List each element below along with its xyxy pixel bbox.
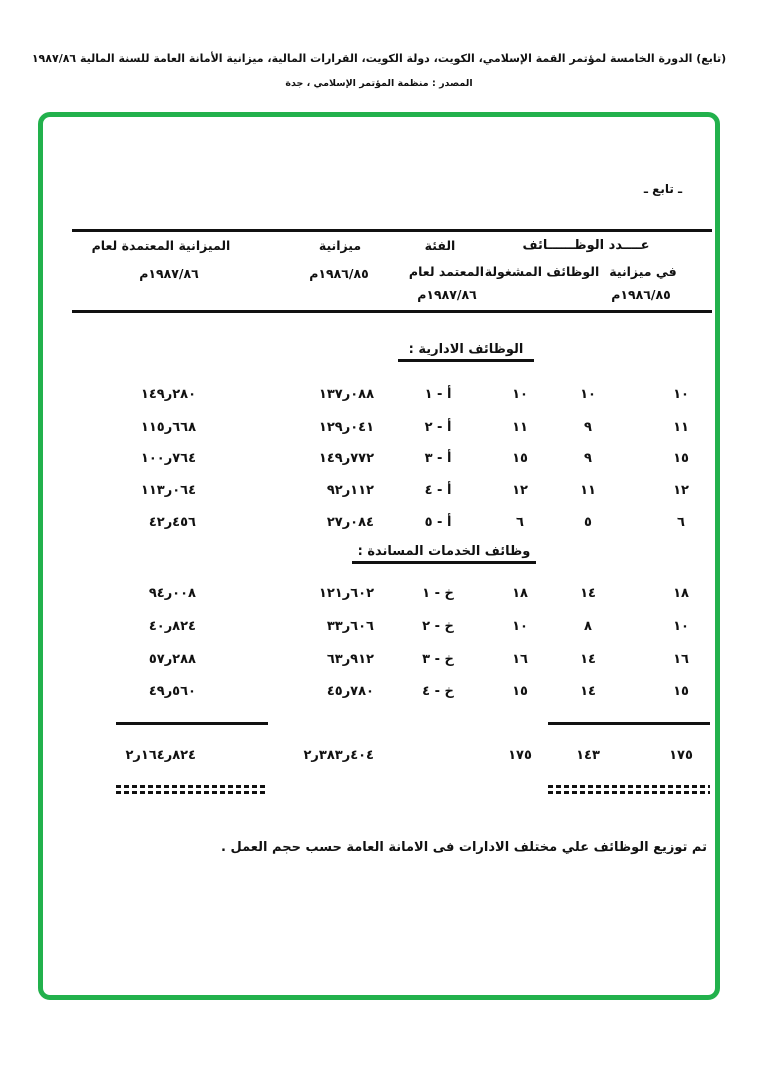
- cell-in-budget-count: ١٨: [673, 586, 689, 601]
- col-header-approved-budget-year: م١٩٨٧/٨٦: [139, 266, 199, 281]
- cell-occupied-count: ١٤: [580, 652, 596, 667]
- cell-approved-count: ٦: [516, 515, 524, 530]
- cell-in-budget-count: ٦: [677, 515, 685, 530]
- total-approved-budget-8687: ٢ر١٦٤ر٨٢٤: [125, 748, 196, 763]
- table-row: [0, 652, 758, 669]
- col-header-in-budget: في ميزانية: [609, 264, 677, 279]
- cell-approved-count: ١٦: [512, 652, 528, 667]
- cell-approved-budget-8687: ١٠٠ر٧٦٤: [140, 451, 196, 466]
- cell-category: أ - ١: [424, 387, 452, 402]
- totals-row: [0, 748, 758, 765]
- cell-in-budget-count: ١١: [673, 420, 689, 435]
- cell-occupied-count: ٩: [584, 420, 592, 435]
- cell-approved-budget-8687: ١١٥ر٦٦٨: [140, 420, 196, 435]
- cell-approved-budget-8687: ٤٢ر٤٥٦: [148, 515, 196, 530]
- cell-in-budget-count: ١٠: [673, 387, 689, 402]
- cell-occupied-count: ١١: [580, 483, 596, 498]
- cell-budget-8586: ١٤٩ر٧٧٢: [318, 451, 374, 466]
- table-row: [0, 684, 758, 701]
- cell-occupied-count: ٥: [584, 515, 592, 530]
- col-header-approved: المعتمد لعام: [408, 264, 484, 279]
- cell-occupied-count: ١٤: [580, 684, 596, 699]
- table-rule-top: [72, 229, 712, 232]
- cell-approved-count: ١٠: [512, 387, 528, 402]
- cell-in-budget-count: ١٢: [673, 483, 689, 498]
- col-header-occupied: الوظائف المشغولة: [484, 264, 600, 279]
- closing-dash-rule: [116, 791, 268, 794]
- cell-category: أ - ٣: [424, 451, 452, 466]
- closing-dash-rule: [548, 791, 710, 794]
- cell-approved-budget-8687: ٤٠ر٨٢٤: [148, 619, 196, 634]
- table-row: [0, 619, 758, 636]
- cell-budget-8586: ٩٢ر١١٢: [326, 483, 374, 498]
- col-header-approved-year: م١٩٨٧/٨٦: [417, 287, 477, 302]
- cell-category: خ - ٣: [422, 652, 454, 667]
- cell-category: خ - ١: [422, 586, 454, 601]
- closing-dash-rule: [548, 785, 710, 788]
- cell-category: خ - ٢: [422, 619, 454, 634]
- totals-rule-right: [548, 722, 710, 725]
- cell-approved-budget-8687: ١٤٩ر٢٨٠: [140, 387, 196, 402]
- cell-budget-8586: ١٢١ر٦٠٢: [318, 586, 374, 601]
- cell-in-budget-count: ١٦: [673, 652, 689, 667]
- table-row: [0, 515, 758, 532]
- col-header-in-budget-year: م١٩٨٦/٨٥: [611, 287, 671, 302]
- doc-source-line: المصدر : منظمة المؤتمر الإسلامي ، جدة: [285, 78, 473, 89]
- continued-marker: ـ تابع ـ: [643, 182, 683, 196]
- cell-budget-8586: ١٢٩ر٠٤١: [318, 420, 374, 435]
- cell-category: أ - ٥: [424, 515, 452, 530]
- cell-budget-8586: ٦٣ر٩١٢: [326, 652, 374, 667]
- cell-approved-budget-8687: ٥٧ر٢٨٨: [148, 652, 196, 667]
- cell-approved-count: ١٥: [512, 684, 528, 699]
- totals-rule-left: [116, 722, 268, 725]
- col-header-category: الفئة: [424, 238, 456, 253]
- cell-occupied-count: ١٠: [580, 387, 596, 402]
- cell-category: أ - ٤: [424, 483, 452, 498]
- cell-budget-8586: ٢٧ر٠٨٤: [326, 515, 374, 530]
- cell-in-budget-count: ١٥: [673, 684, 689, 699]
- total-budget-8586: ٢ر٣٨٣ر٤٠٤: [303, 748, 374, 763]
- col-header-budget-year: م١٩٨٦/٨٥: [309, 266, 369, 281]
- cell-in-budget-count: ١٠: [673, 619, 689, 634]
- cell-approved-count: ١٠: [512, 619, 528, 634]
- col-header-jobs-count-group: عــــدد الوظــــــائف: [522, 238, 650, 253]
- table-row: [0, 586, 758, 603]
- cell-approved-count: ١٢: [512, 483, 528, 498]
- cell-approved-budget-8687: ٤٩ر٥٦٠: [148, 684, 196, 699]
- closing-dash-rule: [116, 785, 268, 788]
- col-header-budget: ميزانية: [318, 238, 362, 253]
- total-in-budget-count: ١٧٥: [669, 748, 693, 763]
- cell-occupied-count: ١٤: [580, 586, 596, 601]
- col-header-approved-budget: الميزانية المعتمدة لعام: [91, 238, 231, 253]
- cell-occupied-count: ٨: [584, 619, 592, 634]
- doc-title-line: (تابع) الدورة الخامسة لمؤتمر القمة الإسلامي، الكويت، دولة الكويت، القرارات المالية، ميزانية الأمانة العامة للسنة المالية ١٩٨٧/٨٦: [31, 52, 727, 65]
- cell-occupied-count: ٩: [584, 451, 592, 466]
- cell-approved-count: ١٨: [512, 586, 528, 601]
- cell-in-budget-count: ١٥: [673, 451, 689, 466]
- footer-note: تم توزيع الوظائف علي مختلف الادارات فى الامانة العامة حسب حجم العمل .: [221, 840, 707, 855]
- cell-approved-count: ١٥: [512, 451, 528, 466]
- cell-approved-budget-8687: ٩٤ر٠٠٨: [148, 586, 196, 601]
- table-row: [0, 451, 758, 468]
- table-rule-header-bottom: [72, 310, 712, 313]
- cell-approved-budget-8687: ١١٣ر٠٦٤: [140, 483, 196, 498]
- cell-budget-8586: ٤٥ر٧٨٠: [326, 684, 374, 699]
- cell-budget-8586: ١٣٧ر٠٨٨: [318, 387, 374, 402]
- table-row: [0, 483, 758, 500]
- cell-approved-count: ١١: [512, 420, 528, 435]
- total-approved-count: ١٧٥: [508, 748, 532, 763]
- table-row: [0, 387, 758, 404]
- section-title-support-services: وظائف الخدمات المساندة :: [352, 544, 536, 564]
- table-row: [0, 420, 758, 437]
- total-occupied-count: ١٤٣: [576, 748, 600, 763]
- cell-category: خ - ٤: [422, 684, 454, 699]
- cell-category: أ - ٢: [424, 420, 452, 435]
- cell-budget-8586: ٣٣ر٦٠٦: [326, 619, 374, 634]
- section-title-administrative: الوظائف الادارية :: [398, 342, 534, 362]
